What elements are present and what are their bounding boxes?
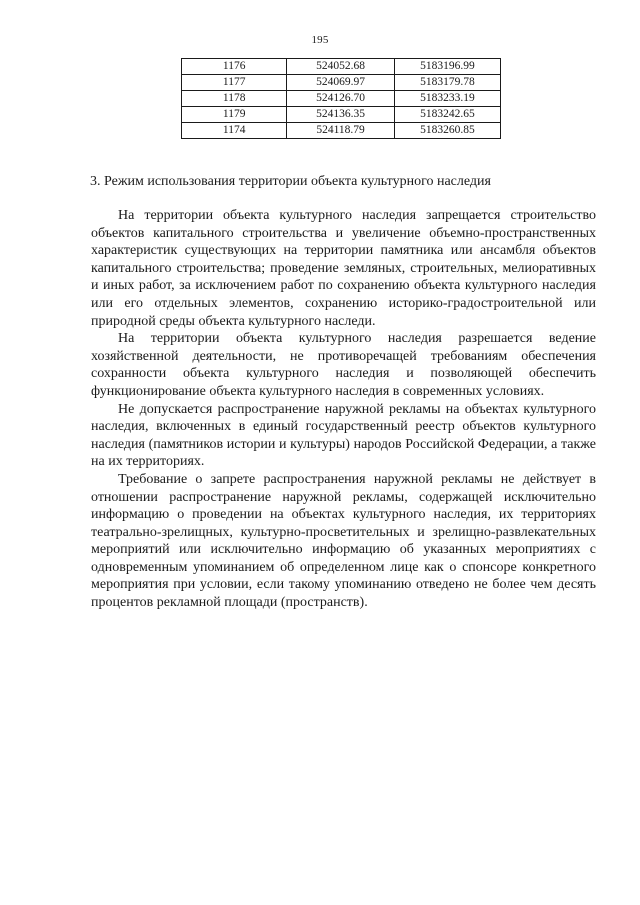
table-row [182,107,501,123]
table-row [182,123,501,139]
point-number-cell: 1179 [182,107,287,123]
x-coordinate-cell: 524126.70 [287,91,395,107]
y-coordinate-cell: 5183196.99 [394,59,500,75]
x-coordinate-cell: 524136.35 [287,107,395,123]
paragraph-advertising-ban: Не допускается распространение наружной рекламы на объектах культурного наследия, включенных в единый государственный реестр объектов культурного наследия (памятников истории и культуры) народов Российской Федерации, а также на их территориях. [91,401,596,470]
paragraph-advertising-exception: Требование о запрете распространения наружной рекламы не действует в отношении распространение наружной рекламы, содержащей исключительно информацию о проведении на объектах культурного наследия, их территориях театрально-зрелищных, культурно-просветительных и зрелищно-развлекательных мероприятий или исключительно информацию об указанных мероприятиях с одновременным упоминанием об определенном лице как о спонсоре конкретного мероприятия при условии, если такому упоминанию отведено не более чем десять процентов рекламной площади (пространств). [91,471,596,611]
y-coordinate-cell: 5183233.19 [394,91,500,107]
table-row [182,59,501,75]
section-body [91,207,596,612]
paragraph-prohibitions: На территории объекта культурного наследия запрещается строительство объектов капитального строительства и увеличение объемно-пространственных характеристик существующих на территории памятника или ансамбля объектов капитального строительства; проведение земляных, строительных, мелиоративных и иных работ, за исключением работ по сохранению объекта культурного наследия или его отдельных элементов, сохранению историко-градостроительной или природной среды объекта культурного наследи. [91,208,596,329]
coordinates-table [181,58,501,139]
point-number-cell: 1177 [182,75,287,91]
paragraph-permitted-activity: На территории объекта культурного наследия разрешается ведение хозяйственной деятельности, не противоречащей требованиям обеспечения сохранности объекта культурного наследия и позволяющей обеспечить функционирование объекта культурного наследия в современных условиях. [91,331,596,399]
point-number-cell: 1174 [182,123,287,139]
point-number-cell: 1176 [182,59,287,75]
table-row [182,75,501,91]
x-coordinate-cell: 524069.97 [287,75,395,91]
y-coordinate-cell: 5183179.78 [394,75,500,91]
table-row [182,91,501,107]
x-coordinate-cell: 524052.68 [287,59,395,75]
page-number: 195 [311,34,329,46]
x-coordinate-cell: 524118.79 [287,123,395,139]
section-heading: 3. Режим использования территории объекта культурного наследия [90,174,491,189]
y-coordinate-cell: 5183260.85 [394,123,500,139]
y-coordinate-cell: 5183242.65 [394,107,500,123]
point-number-cell: 1178 [182,91,287,107]
